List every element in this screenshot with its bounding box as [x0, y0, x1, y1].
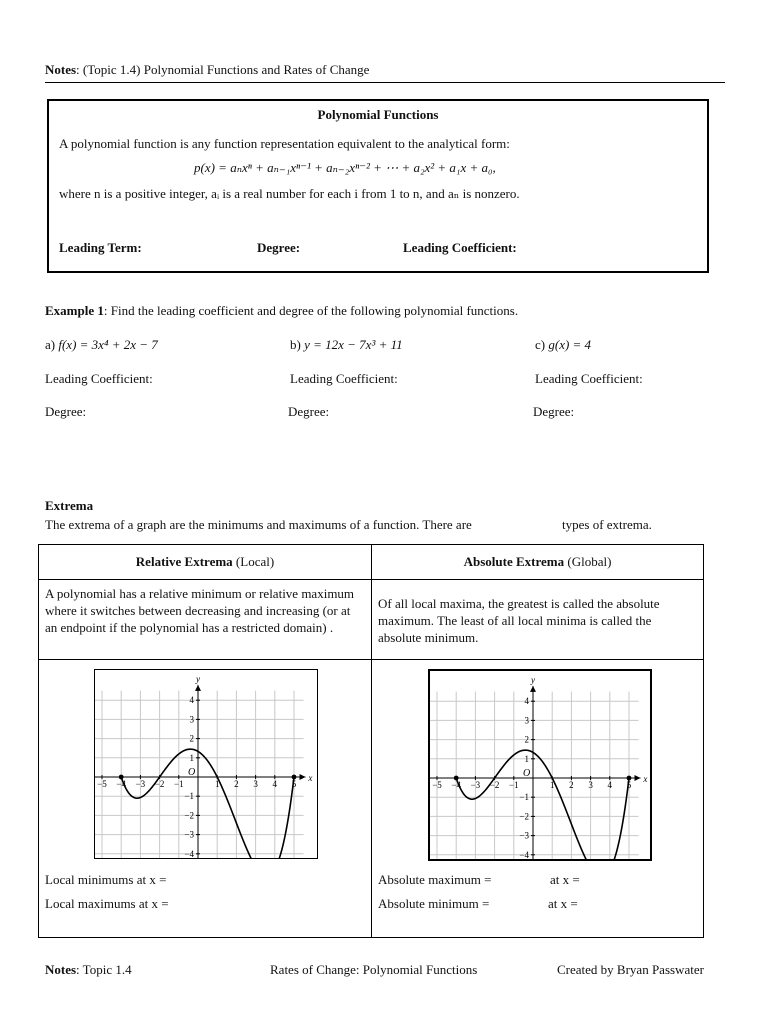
y-tick-label: 1: [189, 752, 194, 763]
absolute-graph-svg: [430, 671, 650, 859]
extrema-sentence-part1: The extrema of a graph are the minimums and maximums of a function. There are: [45, 517, 472, 532]
origin-label: O: [523, 768, 531, 779]
absolute-minimum-at-label: at x =: [548, 896, 578, 911]
relative-title-paren: (Local): [235, 554, 275, 569]
x-axis-arrow: [635, 775, 641, 781]
y-tick-label: 2: [524, 734, 529, 745]
x-tick-label: 5: [291, 779, 297, 789]
x-axis-arrow: [300, 774, 306, 780]
example1-item-c: [535, 337, 591, 353]
example1-text: : Find the leading coefficient and degree of the following polynomial functions.: [103, 303, 519, 318]
y-axis-label: y: [196, 673, 200, 684]
y-tick-label: 1: [524, 753, 529, 764]
x-tick-label: 3: [588, 780, 593, 790]
poly-box-where: where n is a positive integer, aᵢ is a real number for each i from 1 to n, and aₙ is nonzero.: [59, 186, 520, 201]
y-axis-arrow: [195, 685, 201, 691]
y-tick-label: −3: [184, 829, 194, 840]
x-tick-label: −5: [432, 780, 442, 790]
footer-topic: : Topic 1.4: [76, 962, 132, 977]
item-b-lc-label: Leading Coefficient:: [290, 371, 398, 386]
relative-extrema-header: [39, 554, 371, 570]
footer-notes-label: Notes: [45, 962, 77, 977]
extrema-table: [38, 544, 704, 938]
example1-prompt: [45, 303, 518, 319]
y-tick-label: 3: [524, 715, 529, 726]
poly-box-heading: Polynomial Functions: [317, 107, 439, 122]
y-axis-arrow: [530, 686, 536, 692]
header-rule: [45, 82, 725, 83]
absolute-maximum-at-label: at x =: [550, 872, 580, 887]
leading-coefficient-label: Leading Coefficient:: [403, 240, 517, 255]
footer-right: Created by Bryan Passwater: [557, 962, 704, 977]
table-divider-vertical: [371, 545, 372, 937]
item-letter: a): [45, 337, 56, 352]
y-tick-label: 3: [189, 714, 194, 725]
polynomial-curve: [456, 750, 629, 859]
footer-center: Rates of Change: Polynomial Functions: [270, 962, 478, 977]
degree-label: Degree:: [257, 240, 301, 255]
polynomial-curve: [121, 749, 294, 858]
curve-right-endpoint: [292, 775, 297, 780]
y-tick-label: 4: [524, 696, 529, 707]
absolute-extrema-description: Of all local maxima, the greatest is called the absolute maximum. The least of all local minima is called the absolute minimum.: [378, 596, 660, 645]
curve-left-endpoint: [454, 776, 459, 781]
item-c-degree-label: Degree:: [533, 404, 575, 419]
local-minimums-label: Local minimums at x =: [45, 872, 167, 887]
x-tick-label: −5: [97, 779, 107, 789]
example1-item-b: [290, 337, 403, 353]
table-divider-header: [39, 579, 703, 580]
y-tick-label: 4: [189, 695, 194, 706]
absolute-extrema-graph: [428, 669, 652, 861]
extrema-sentence-part2: types of extrema.: [562, 517, 652, 532]
x-axis-label: x: [308, 773, 313, 783]
x-tick-label: −1: [509, 780, 519, 790]
x-tick-label: −4: [451, 780, 461, 790]
y-tick-label: −2: [519, 811, 529, 822]
x-tick-label: 1: [214, 779, 220, 789]
x-tick-label: −2: [154, 779, 165, 789]
x-tick-label: −3: [470, 780, 481, 790]
table-divider-description: [39, 659, 703, 660]
local-maximums-label: Local maximums at x =: [45, 896, 169, 911]
x-tick-label: 2: [234, 779, 239, 789]
absolute-maximum-label: Absolute maximum =: [378, 872, 492, 887]
item-expression: f(x) = 3x⁴ + 2x − 7: [58, 337, 158, 352]
y-tick-label: −4: [184, 848, 194, 858]
header-notes-label: Notes: [45, 62, 77, 77]
absolute-title: Absolute Extrema: [463, 554, 565, 569]
page-header: [45, 62, 369, 78]
example1-label: Example 1: [45, 303, 104, 318]
x-tick-label: 2: [569, 780, 574, 790]
x-tick-label: 1: [549, 780, 555, 790]
y-tick-label: 2: [189, 733, 194, 744]
item-c-lc-label: Leading Coefficient:: [535, 371, 643, 386]
header-title: : (Topic 1.4) Polynomial Functions and Rates of Change: [76, 62, 370, 77]
relative-extrema-description: A polynomial has a relative minimum or relative maximum where it switches between decreasing and increasing (or at an endpoint if the polynomial has a restricted domain) .: [45, 586, 355, 635]
item-a-degree-label: Degree:: [45, 404, 87, 419]
absolute-extrema-header: [372, 554, 703, 570]
y-axis-label: y: [531, 674, 535, 685]
y-tick-label: −1: [519, 792, 529, 803]
x-tick-label: 5: [626, 780, 632, 790]
x-tick-label: −3: [135, 779, 146, 789]
example1-item-a: [45, 337, 158, 353]
extrema-heading: Extrema: [45, 498, 94, 513]
item-letter: b): [290, 337, 301, 352]
y-tick-label: −3: [519, 830, 529, 841]
relative-graph-svg: [95, 670, 317, 858]
curve-right-endpoint: [627, 776, 632, 781]
relative-title: Relative Extrema: [135, 554, 233, 569]
y-tick-label: −2: [184, 810, 194, 821]
y-tick-label: −1: [184, 791, 194, 802]
absolute-title-paren: (Global): [567, 554, 612, 569]
absolute-minimum-label: Absolute minimum =: [378, 896, 490, 911]
x-tick-label: 4: [272, 779, 278, 789]
item-expression: y = 12x − 7x³ + 11: [304, 337, 403, 352]
item-letter: c): [535, 337, 546, 352]
poly-box-intro: A polynomial function is any function representation equivalent to the analytical form:: [59, 136, 510, 151]
origin-label: O: [188, 767, 196, 778]
x-tick-label: −4: [116, 779, 126, 789]
curve-left-endpoint: [119, 775, 124, 780]
x-tick-label: −2: [489, 780, 500, 790]
x-axis-label: x: [643, 774, 648, 784]
poly-box-formula: p(x) = aₙxⁿ + aₙ₋₁xⁿ⁻¹ + aₙ₋₂xⁿ⁻² + ⋯ + a₂x² + a₁x + a₀,: [194, 160, 496, 175]
x-tick-label: 3: [253, 779, 258, 789]
polynomial-functions-box: [47, 99, 709, 273]
item-b-degree-label: Degree:: [288, 404, 330, 419]
item-expression: g(x) = 4: [548, 337, 592, 352]
x-tick-label: 4: [607, 780, 613, 790]
y-tick-label: −4: [519, 849, 529, 859]
x-tick-label: −1: [174, 779, 184, 789]
relative-extrema-graph: [94, 669, 318, 859]
footer-left: [45, 962, 132, 978]
item-a-lc-label: Leading Coefficient:: [45, 371, 153, 386]
leading-term-label: Leading Term:: [59, 240, 142, 255]
